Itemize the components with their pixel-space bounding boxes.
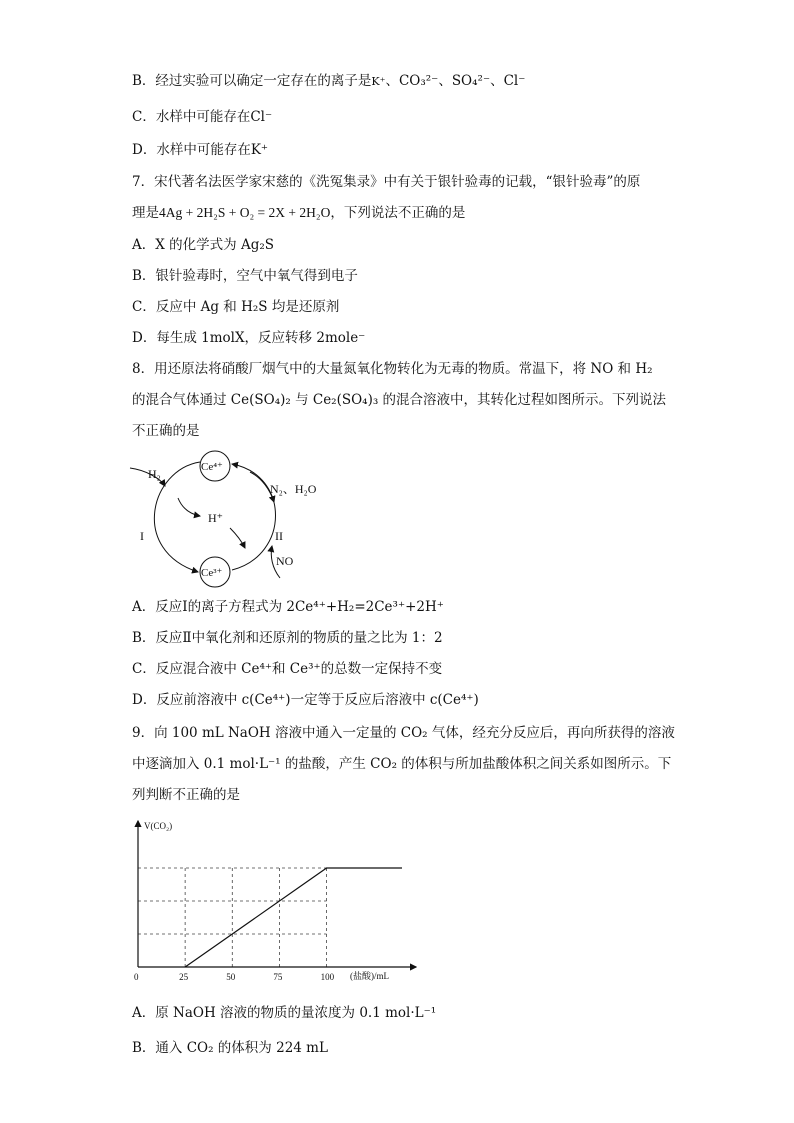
q8-stem-line-1: 8．用还原法将硝酸厂烟气中的大量氮氧化物转化为无毒的物质。常温下，将 NO 和 H₂ xyxy=(132,361,653,377)
x-tick-label: 0 xyxy=(134,972,139,982)
q7-stem-prefix: 理是 xyxy=(132,205,159,221)
x-tick-label: 50 xyxy=(226,972,236,982)
q7-option-b: B．银针验毒时，空气中氧气得到电子 xyxy=(132,268,358,284)
q8-stem-line-3: 不正确的是 xyxy=(132,423,200,439)
q8-option-d: D．反应前溶液中 c(Ce⁴⁺)一定等于反应后溶液中 c(Ce⁴⁺) xyxy=(132,692,479,708)
q8-option-b: B．反应Ⅱ中氧化剂和还原剂的物质的量之比为 1：2 xyxy=(132,630,443,646)
x-axis-label: (盐酸)/mL xyxy=(350,971,389,981)
q7-stem-line-2 xyxy=(132,204,465,222)
q6-option-b-text: B．经过实验可以确定一定存在的离子是 xyxy=(132,73,372,89)
q7-option-a: A．X 的化学式为 Ag₂S xyxy=(132,237,274,253)
hplus-arrow-out xyxy=(230,528,245,548)
q6-option-b xyxy=(132,72,525,91)
ce3-label: Ce³⁺ xyxy=(201,567,223,579)
q9-stem-line-1: 9．向 100 mL NaOH 溶液中通入一定量的 CO₂ 气体，经充分反应后，再向所获得的溶液 xyxy=(132,725,675,741)
q6-option-c: C．水样中可能存在Cl⁻ xyxy=(132,109,273,125)
x-tick-label: 25 xyxy=(179,972,189,982)
ce-cycle-diagram xyxy=(120,450,350,595)
h2-label: H₂ xyxy=(148,467,161,481)
q9-option-b: B．通入 CO₂ 的体积为 224 mL xyxy=(132,1040,328,1056)
q9-stem-line-2: 中逐滴加入 0.1 mol·L⁻¹ 的盐酸，产生 CO₂ 的体积与所加盐酸体积之间关系如图所示。下 xyxy=(132,756,672,772)
x-tick-label: 75 xyxy=(273,972,283,982)
q6-ion: CO₃²⁻ xyxy=(398,73,439,89)
q7-stem-line-1: 7．宋代著名法医学家宋慈的《洗冤集录》中有关于银针验毒的记载，“银针验毒”的原 xyxy=(132,174,641,190)
ce4-label: Ce⁴⁺ xyxy=(201,461,223,473)
x-tick-label: 100 xyxy=(320,972,335,982)
q7-option-d: D．每生成 1molX，反应转移 2mole⁻ xyxy=(132,330,366,346)
products-label: N₂、H₂O xyxy=(270,482,317,496)
q8-stem-line-2: 的混合气体通过 Ce(SO₄)₂ 与 Ce₂(SO₄)₃ 的混合溶液中，其转化过程如图所示。下列说法 xyxy=(132,392,667,408)
q6-ion: K⁺ xyxy=(371,75,386,88)
cycle-left-arc xyxy=(154,462,200,572)
separator: 、 xyxy=(438,73,452,89)
q6-ion: SO₄²⁻ xyxy=(451,73,491,89)
series-line-vco2 xyxy=(185,868,402,967)
cycle-right-arc xyxy=(232,464,276,570)
q9-stem-line-3: 列判断不正确的是 xyxy=(132,787,240,803)
y-axis-label: V(CO₂) xyxy=(144,821,173,831)
q7-equation: 4Ag + 2H₂S + O₂ = 2X + 2H₂O xyxy=(159,205,331,220)
q8-option-a: A．反应Ⅰ的离子方程式为 2Ce⁴⁺+H₂=2Ce³⁺+2H⁺ xyxy=(132,599,444,615)
q6-option-d: D．水样中可能存在K⁺ xyxy=(132,142,269,158)
separator: 、 xyxy=(385,73,399,89)
hplus-label: H⁺ xyxy=(208,511,223,525)
q7-stem-suffix: ，下列说法不正确的是 xyxy=(330,205,466,221)
q9-option-a: A．原 NaOH 溶液的物质的量浓度为 0.1 mol·L⁻¹ xyxy=(132,1005,437,1021)
q7-option-c: C．反应中 Ag 和 H₂S 均是还原剂 xyxy=(132,299,340,315)
hplus-arrow-in xyxy=(178,498,200,516)
reaction-i-label: I xyxy=(140,529,144,543)
q6-ion: Cl⁻ xyxy=(503,73,526,89)
co2-volume-chart xyxy=(124,815,424,985)
separator: 、 xyxy=(490,73,504,89)
reaction-ii-label: II xyxy=(275,529,283,543)
no-label: NO xyxy=(276,554,294,568)
q8-option-c: C．反应混合液中 Ce⁴⁺和 Ce³⁺的总数一定保持不变 xyxy=(132,661,443,677)
